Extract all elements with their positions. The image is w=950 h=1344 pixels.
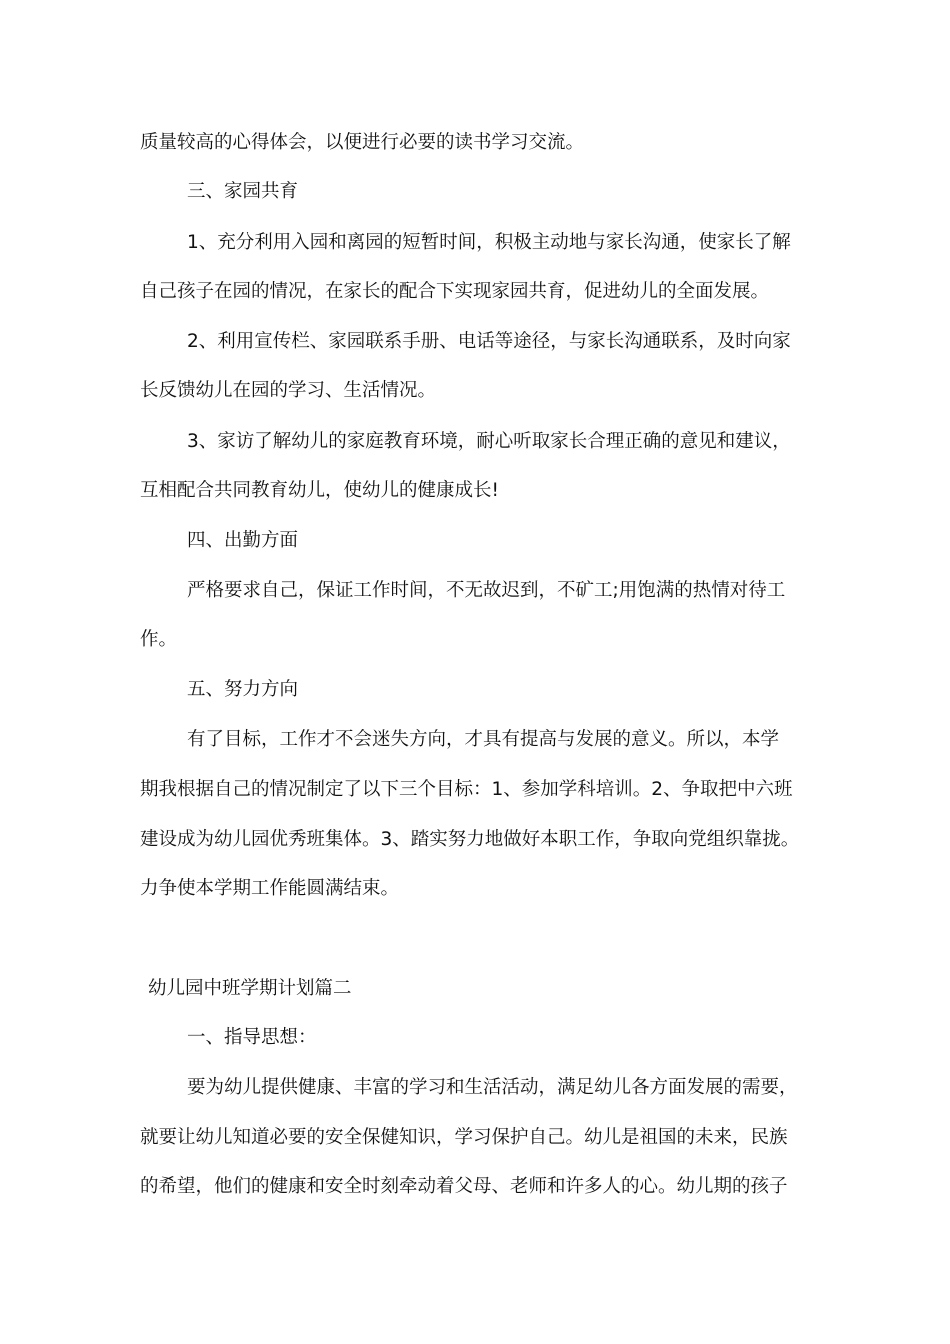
section-heading: 一、指导思想： <box>187 1027 317 1048</box>
article-title: 幼儿园中班学期计划篇二 <box>148 978 352 999</box>
paragraph-line: 互相配合共同教育幼儿，使幼儿的健康成长! <box>140 480 499 501</box>
paragraph-line: 3、家访了解幼儿的家庭教育环境，耐心听取家长合理正确的意见和建议， <box>187 431 791 452</box>
paragraph-line: 力争使本学期工作能圆满结束。 <box>140 878 400 899</box>
paragraph-line: 就要让幼儿知道必要的安全保健知识，学习保护自己。幼儿是祖国的未来，民族 <box>140 1127 788 1148</box>
paragraph-line: 2、利用宣传栏、家园联系手册、电话等途径，与家长沟通联系，及时向家 <box>187 331 791 352</box>
paragraph-line: 作。 <box>140 629 178 650</box>
section-heading: 五、努力方向 <box>187 679 299 700</box>
paragraph-line: 期我根据自己的情况制定了以下三个目标：1、参加学科培训。2、争取把中六班 <box>140 779 793 800</box>
paragraph-line: 长反馈幼儿在园的学习、生活情况。 <box>140 380 437 401</box>
paragraph-line: 有了目标，工作才不会迷失方向，才具有提高与发展的意义。所以，本学 <box>187 729 780 750</box>
section-heading: 四、出勤方面 <box>187 530 299 551</box>
paragraph-line: 1、充分利用入园和离园的短暂时间，积极主动地与家长沟通，使家长了解 <box>187 232 791 253</box>
paragraph-line: 自己孩子在园的情况，在家长的配合下实现家园共育，促进幼儿的全面发展。 <box>140 281 770 302</box>
paragraph-line: 要为幼儿提供健康、丰富的学习和生活活动，满足幼儿各方面发展的需要， <box>187 1077 798 1098</box>
paragraph-line: 的希望，他们的健康和安全时刻牵动着父母、老师和许多人的心。幼儿期的孩子 <box>140 1176 788 1197</box>
paragraph-line: 质量较高的心得体会，以便进行必要的读书学习交流。 <box>140 132 585 153</box>
paragraph-line: 建设成为幼儿园优秀班集体。3、踏实努力地做好本职工作，争取向党组织靠拢。 <box>140 829 800 850</box>
section-heading: 三、家园共育 <box>187 181 299 202</box>
paragraph-line: 严格要求自己，保证工作时间，不无故迟到，不矿工;用饱满的热情对待工 <box>187 580 786 601</box>
